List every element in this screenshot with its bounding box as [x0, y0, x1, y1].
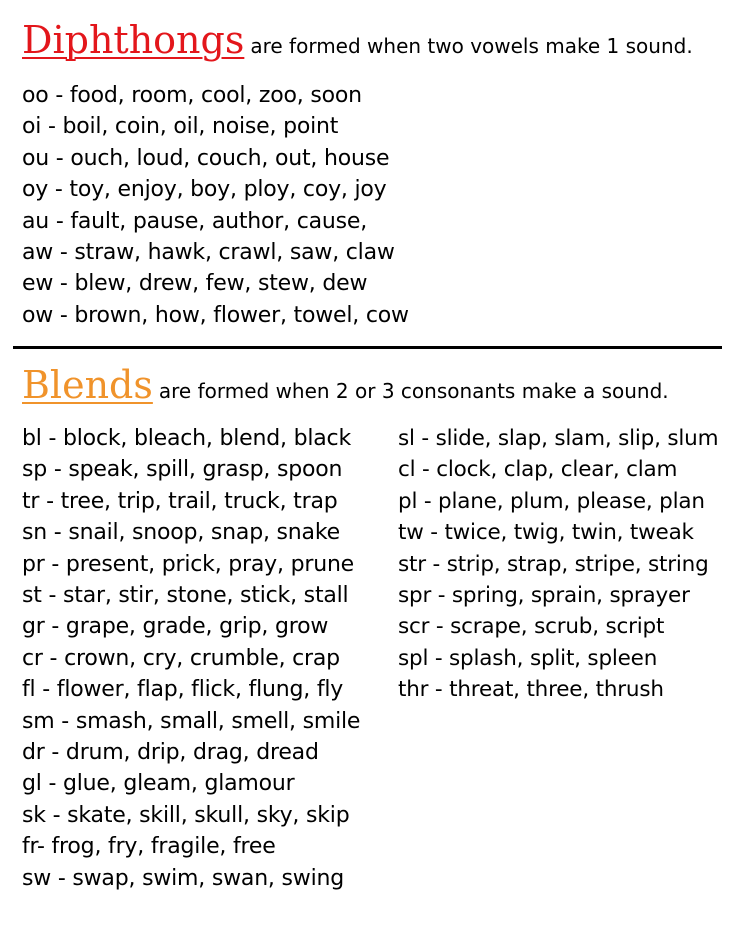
blend-item: sk - skate, skill, skull, sky, skip	[22, 802, 350, 828]
blends-heading	[22, 363, 669, 407]
section-divider	[13, 346, 722, 349]
blends-right-column	[398, 423, 718, 706]
blend-item: sm - smash, small, smell, smile	[22, 708, 361, 734]
blends-title: Blends	[22, 363, 153, 407]
blend-item: sw - swap, swim, swan, swing	[22, 865, 344, 891]
blend-item: sn - snail, snoop, snap, snake	[22, 520, 340, 546]
blend-item: fl - flower, flap, flick, flung, fly	[22, 677, 344, 703]
diphthong-item: ou - ouch, loud, couch, out, house	[22, 145, 390, 171]
blend-item: bl - block, bleach, blend, black	[22, 426, 351, 451]
blend-item: spl - splash, split, spleen	[398, 645, 658, 671]
blend-item: tr - tree, trip, trail, truck, trap	[22, 488, 338, 514]
blend-item: str - strip, strap, stripe, string	[398, 551, 709, 577]
blend-item: cl - clock, clap, clear, clam	[398, 457, 678, 483]
blend-item: thr - threat, three, thrush	[398, 677, 664, 703]
blend-item: gl - glue, gleam, glamour	[22, 771, 295, 797]
diphthong-item: oi - boil, coin, oil, noise, point	[22, 114, 339, 140]
blend-item: gr - grape, grade, grip, grow	[22, 614, 329, 640]
diphthong-item: oy - toy, enjoy, boy, ploy, coy, joy	[22, 177, 387, 203]
diphthong-item: ow - brown, how, flower, towel, cow	[22, 302, 409, 328]
blend-item: tw - twice, twig, twin, tweak	[398, 520, 694, 546]
diphthongs-description: are formed when two vowels make 1 sound.	[250, 34, 693, 58]
diphthongs-title: Diphthongs	[22, 18, 245, 62]
blend-item: sp - speak, spill, grasp, spoon	[22, 457, 343, 483]
blend-item: cr - crown, cry, crumble, crap	[22, 645, 340, 671]
diphthong-item: oo - food, room, cool, zoo, soon	[22, 83, 362, 108]
diphthong-item: au - fault, pause, author, cause,	[22, 208, 368, 234]
blends-left-column	[22, 423, 360, 894]
blend-item: pr - present, prick, pray, prune	[22, 551, 355, 577]
diphthongs-heading	[22, 18, 693, 62]
blend-item: pl - plane, plum, please, plan	[398, 488, 705, 514]
diphthong-item: ew - blew, drew, few, stew, dew	[22, 271, 368, 297]
blend-item: sl - slide, slap, slam, slip, slum	[398, 426, 719, 451]
blend-item: scr - scrape, scrub, script	[398, 614, 665, 640]
diphthong-item: aw - straw, hawk, crawl, saw, claw	[22, 240, 395, 266]
blend-item: dr - drum, drip, drag, dread	[22, 740, 319, 766]
blend-item: fr- frog, fry, fragile, free	[22, 834, 276, 860]
blend-item: spr - spring, sprain, sprayer	[398, 583, 690, 609]
diphthongs-list	[22, 80, 409, 331]
blends-description: are formed when 2 or 3 consonants make a sound.	[158, 379, 669, 403]
blend-item: st - star, stir, stone, stick, stall	[22, 583, 349, 609]
